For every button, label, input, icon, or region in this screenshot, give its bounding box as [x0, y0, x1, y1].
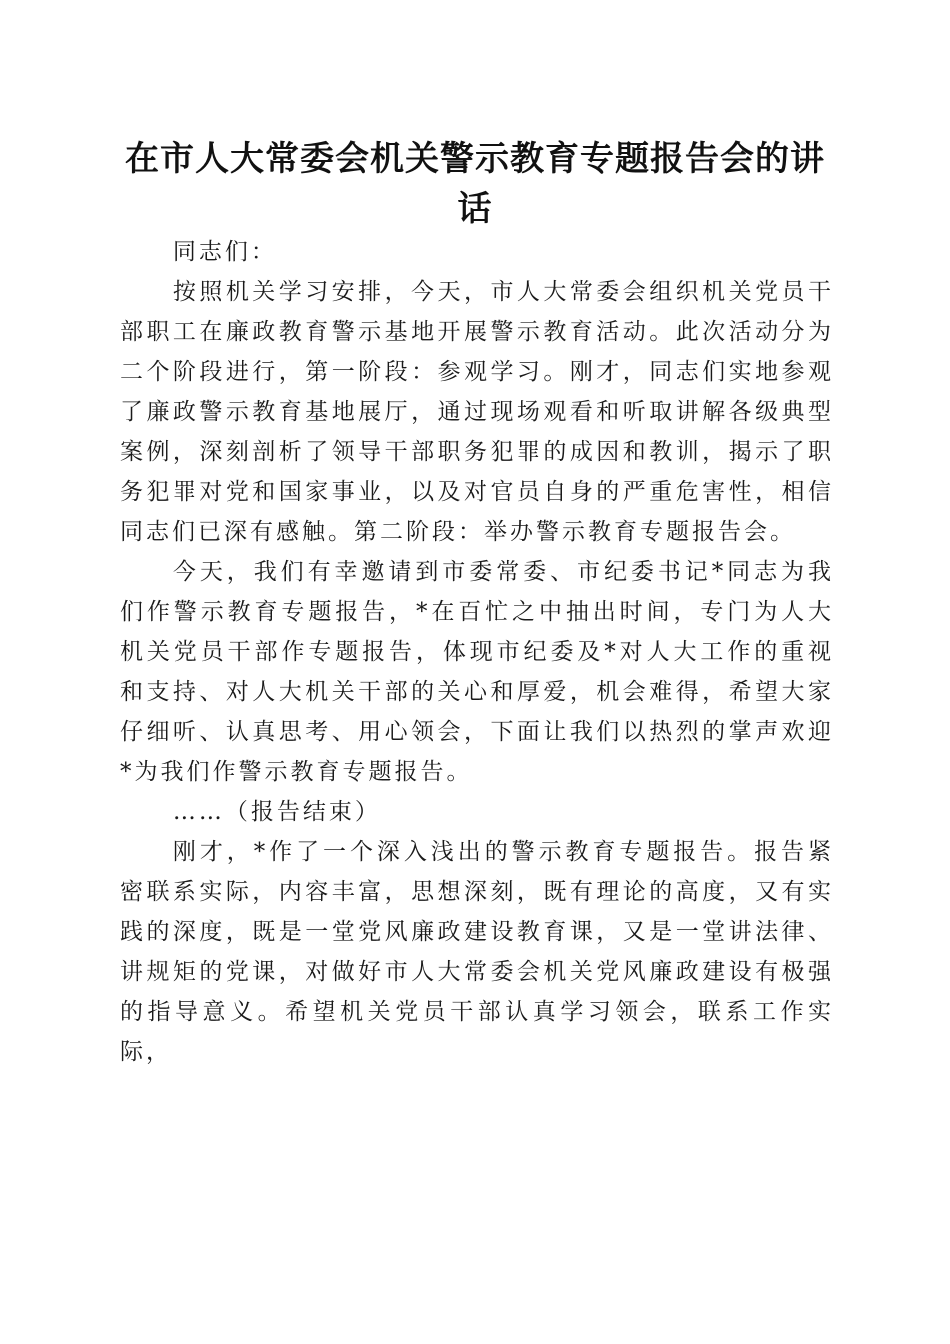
document-title: 在市人大常委会机关警示教育专题报告会的讲话 [125, 139, 825, 229]
paragraph: ……（报告结束） [172, 799, 381, 825]
paragraph: 按照机关学习安排，今天，市人大常委会组织机关党员干部职工在廉政教育警示基地开展警示教育活动。此次活动分为二个阶段进行，第一阶段：参观学习。刚才，同志们实地参观了廉政警示教育基地展厅，通过现场观看和听取讲解各级典型案例，深刻剖析了领导干部职务犯罪的成因和教训，揭示了职务犯罪对党和国家事业，以及对官员自身的严重危害性，相信同志们已深有感触。第二阶段：举办警示教育专题报告会。 [120, 279, 834, 545]
paragraph-salutation: 同志们： [172, 239, 277, 265]
paragraph: 今天，我们有幸邀请到市委常委、市纪委书记*同志为我们作警示教育专题报告，*在百忙之中抽出时间，专门为人大机关党员干部作专题报告，体现市纪委及*对人大工作的重视和支持、对人大机关干部的关心和厚爱，机会难得，希望大家仔细听、认真思考、用心领会，下面让我们以热烈的掌声欢迎*为我们作警示教育专题报告。 [120, 559, 834, 785]
paragraph: 刚才，*作了一个深入浅出的警示教育专题报告。报告紧密联系实际，内容丰富，思想深刻，既有理论的高度，又有实践的深度，既是一堂党风廉政建设教育课，又是一堂讲法律、讲规矩的党课，对做好市人大常委会机关党风廉政建设有极强的指导意义。希望机关党员干部认真学习领会，联系工作实际， [120, 839, 834, 1065]
document-body [120, 232, 834, 1072]
